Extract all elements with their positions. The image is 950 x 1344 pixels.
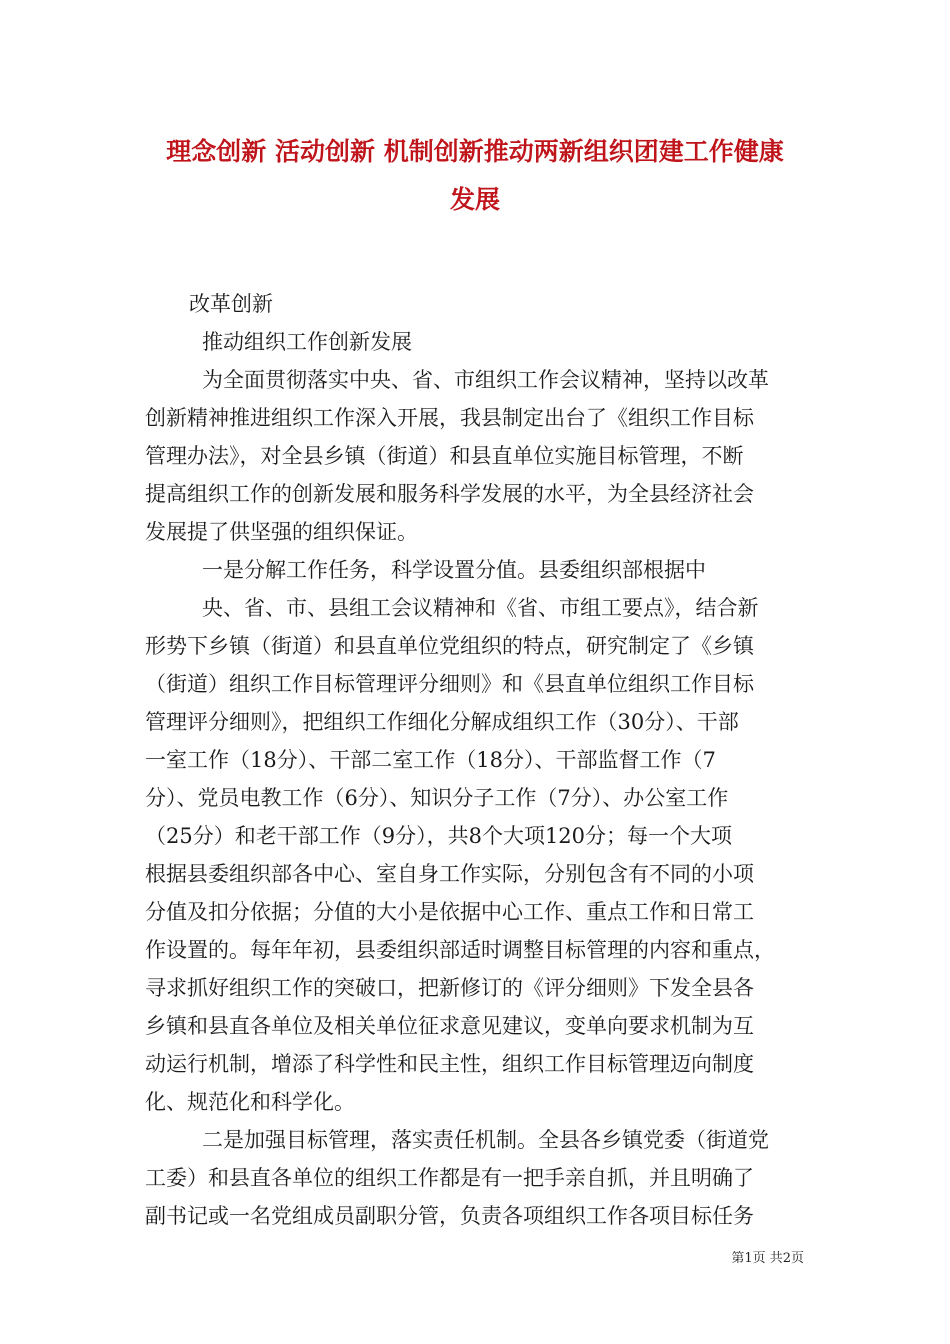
paragraph-line: 副书记或一名党组成员副职分管，负责各项组织工作各项目标任务 — [145, 1204, 754, 1228]
paragraph-line: 一是分解工作任务，科学设置分值。县委组织部根据中 — [202, 558, 706, 582]
paragraph-line: 发展提了供坚强的组织保证。 — [145, 520, 418, 544]
paragraph-line: 乡镇和县直各单位及相关单位征求意见建议，变单向要求机制为互 — [145, 1014, 754, 1038]
page-number-footer: 第1页 共2页 — [731, 1251, 804, 1266]
paragraph-line: （25分）和老干部工作（9分），共8个大项120分；每一个大项 — [145, 824, 733, 848]
paragraph-line: 央、省、市、县组工会议精神和《省、市组工要点》，结合新 — [202, 596, 759, 620]
paragraph-line: （街道）组织工作目标管理评分细则》和《县直单位组织工作目标 — [145, 672, 754, 696]
title-line-1: 理念创新 活动创新 机制创新推动两新组织团建工作健康 — [166, 137, 784, 166]
paragraph-line: 为全面贯彻落实中央、省、市组织工作会议精神，坚持以改革 — [202, 368, 769, 392]
paragraph-line: 寻求抓好组织工作的突破口，把新修订的《评分细则》下发全县各 — [145, 976, 754, 1000]
document-title — [130, 128, 820, 224]
paragraph-line: 动运行机制，增添了科学性和民主性，组织工作目标管理迈向制度 — [145, 1052, 754, 1076]
paragraph-line: 根据县委组织部各中心、室自身工作实际，分别包含有不同的小项 — [145, 862, 754, 886]
section-heading: 改革创新 — [189, 292, 273, 316]
paragraph-line: 管理评分细则》，把组织工作细化分解成组织工作（30分）、干部 — [145, 710, 739, 734]
paragraph-line: 提高组织工作的创新发展和服务科学发展的水平，为全县经济社会 — [145, 482, 754, 506]
paragraph-line: 化、规范化和科学化。 — [145, 1090, 355, 1114]
paragraph-line: 二是加强目标管理，落实责任机制。全县各乡镇党委（街道党 — [202, 1128, 769, 1152]
document-body — [145, 285, 815, 1235]
paragraph-line: 作设置的。每年年初，县委组织部适时调整目标管理的内容和重点， — [145, 938, 775, 962]
paragraph-line: 工委）和县直各单位的组织工作都是有一把手亲自抓，并且明确了 — [145, 1166, 754, 1190]
title-line-2: 发展 — [449, 185, 500, 214]
paragraph-line: 一室工作（18分）、干部二室工作（18分）、干部监督工作（7 — [145, 748, 716, 772]
paragraph-line: 形势下乡镇（街道）和县直单位党组织的特点，研究制定了《乡镇 — [145, 634, 754, 658]
paragraph-line: 分值及扣分依据；分值的大小是依据中心工作、重点工作和日常工 — [145, 900, 754, 924]
paragraph-line: 分）、党员电教工作（6分）、知识分子工作（7分）、办公室工作 — [145, 786, 729, 810]
paragraph-line: 管理办法》，对全县乡镇（街道）和县直单位实施目标管理，不断 — [145, 444, 744, 468]
paragraph-line: 创新精神推进组织工作深入开展，我县制定出台了《组织工作目标 — [145, 406, 754, 430]
section-subheading: 推动组织工作创新发展 — [202, 330, 412, 354]
